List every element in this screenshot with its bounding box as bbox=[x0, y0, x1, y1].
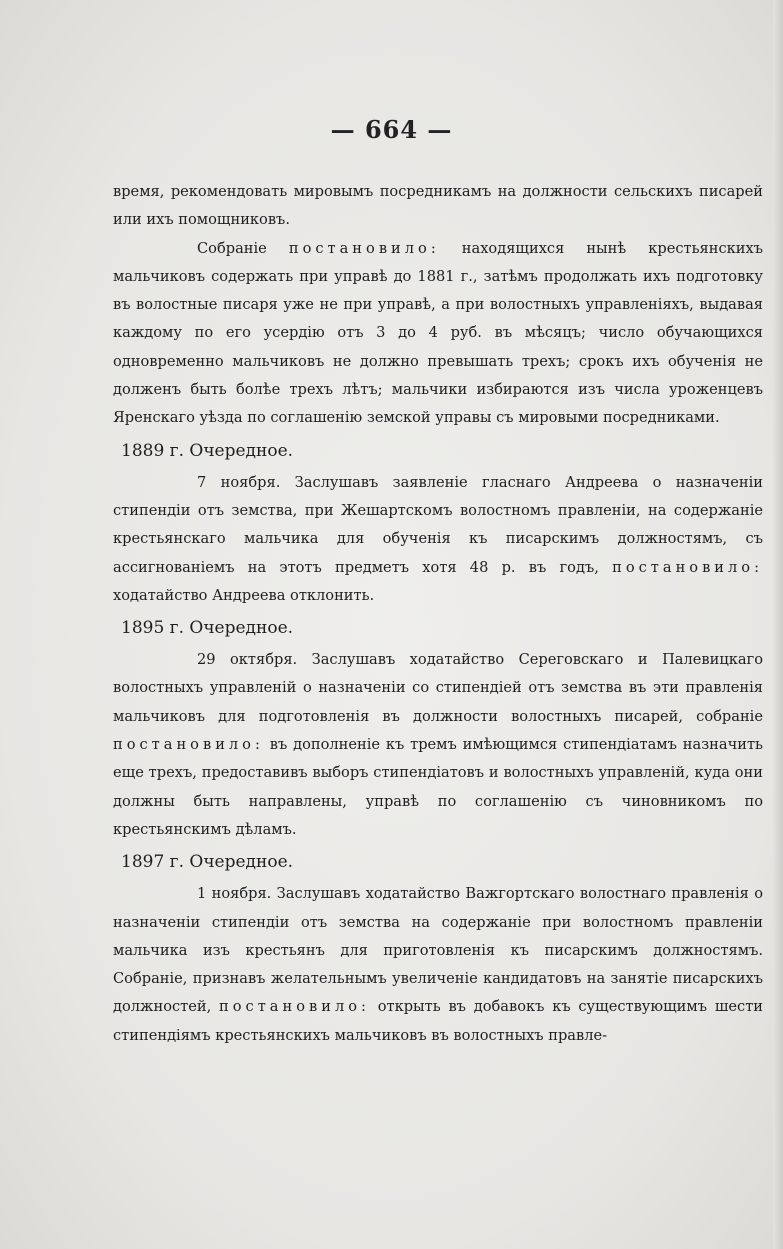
year-heading: 1889 г. Очередное. bbox=[121, 440, 294, 461]
resolution-keyword: постановило: bbox=[113, 736, 264, 754]
text-run: въ дополненіе къ тремъ имѣющимся стипендіатамъ назначить еще трехъ, предоставивъ выборъ стипендіатовъ и волостныхъ управленій, куда они должны быть направлены, управѣ по соглашенію съ чиновникомъ по крестьянскимъ дѣламъ. bbox=[113, 736, 763, 838]
paragraph-p3 bbox=[113, 469, 763, 610]
resolution-keyword: постановило: bbox=[219, 998, 370, 1016]
text-run: время, рекомендовать мировымъ посредникамъ на должности сельскихъ писарей или ихъ помощниковъ. bbox=[113, 183, 763, 229]
text-run: находящихся нынѣ крестьянскихъ мальчиковъ содержать при управѣ до 1881 г., затѣмъ продолжать ихъ подготовку въ волостные писаря уже не при управѣ, а при волостныхъ управленіяхъ, выдавая каждому по его усердію отъ 3 до 4 руб. въ мѣсяцъ; число обучающихся одновременно мальчиковъ не должно превышать трехъ; срокъ ихъ обученія не долженъ быть болѣе трехъ лѣтъ; мальчики избираются изъ числа уроженцевъ Яренскаго уѣзда по соглашенію земской управы съ мировыми посредниками. bbox=[113, 239, 763, 427]
paragraph-p5 bbox=[113, 880, 763, 1050]
text-run: 7 ноября. Заслушавъ заявленіе гласнаго Андреева о назначеніи стипендіи отъ земства, при Жешартскомъ волостномъ правленіи, на содержаніе крестьянскаго мальчика для обученія къ писарскимъ должностямъ, съ ассигнованіемъ на этотъ предметъ хотя 48 р. въ годъ, bbox=[113, 473, 763, 576]
text-run: 1 ноября. Заслушавъ ходатайство Важгортскаго волостнаго правленія о назначеніи стипендіи отъ земства на содержаніе при волостномъ правленіи мальчика изъ крестьянъ для приготовленія къ писарскимъ должностямъ. Собраніе, признавъ желательнымъ увеличеніе кандидатовъ на занятіе писарскихъ должностей, bbox=[113, 885, 763, 1016]
paragraph-p2 bbox=[113, 235, 763, 433]
text-run: 29 октября. Заслушавъ ходатайство Сереговскаго и Палевицкаго волостныхъ управленій о назначеніи со стипендіей отъ земства въ эти правленія мальчиковъ для подготовленія въ должности волостныхъ писарей, собраніе bbox=[113, 651, 763, 725]
text-run: ходатайство Андреева отклонить. bbox=[113, 586, 375, 604]
page-edge bbox=[773, 0, 783, 1249]
paragraph-p4 bbox=[113, 646, 763, 844]
text-body bbox=[113, 178, 763, 1050]
year-heading: 1895 г. Очередное. bbox=[121, 618, 294, 639]
text-run: Собраніе bbox=[197, 239, 289, 257]
paragraph-p1 bbox=[113, 178, 763, 235]
resolution-keyword: постановило: bbox=[288, 239, 440, 257]
resolution-keyword: постановило: bbox=[612, 558, 763, 576]
text-run: открыть въ добавокъ къ существующимъ шести стипендіямъ крестьянскихъ мальчиковъ въ волостныхъ правле- bbox=[113, 998, 763, 1044]
year-heading: 1897 г. Очередное. bbox=[121, 852, 294, 873]
page-number: — 664 — bbox=[330, 115, 453, 144]
